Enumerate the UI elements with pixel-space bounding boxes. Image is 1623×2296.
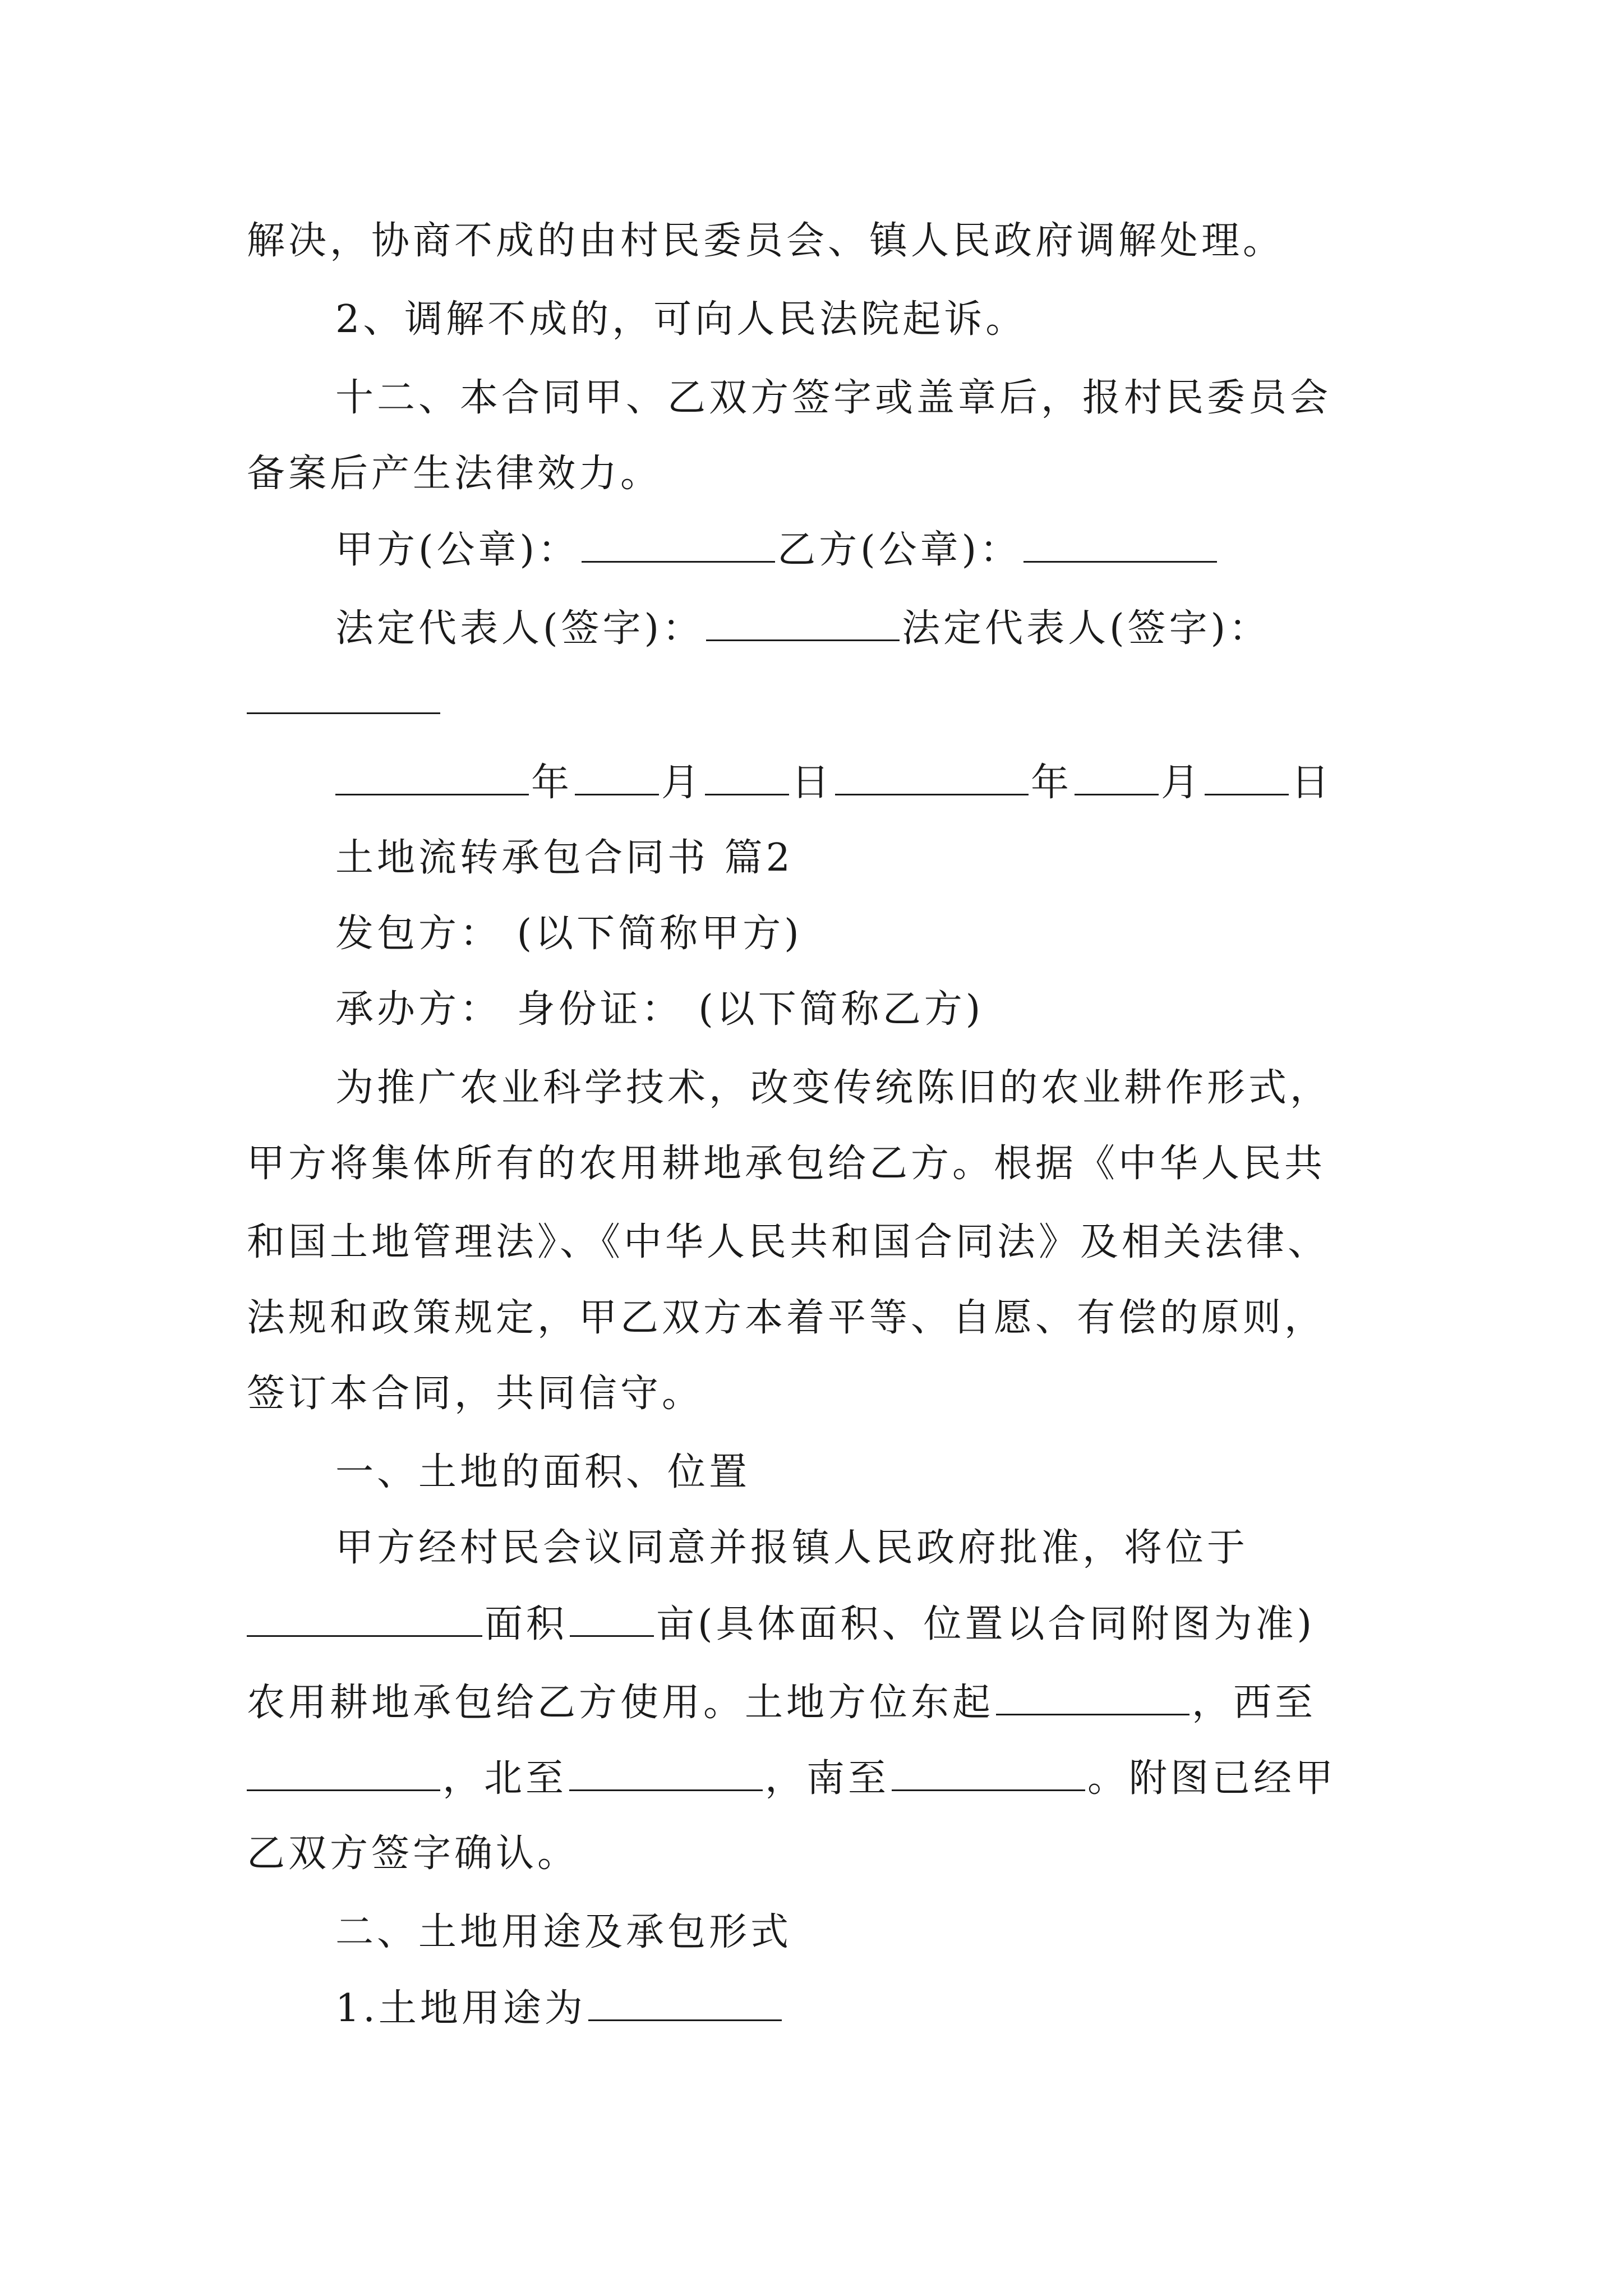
north-label: ，北至 [442,1756,568,1801]
title-text: 土地流转承包合同书 篇2 [335,836,794,880]
party-a-rep-blank[interactable] [706,600,900,641]
text-line [247,1290,1391,1346]
date-line [335,754,1479,811]
section-heading [335,1444,1479,1501]
line-text: 为推广农业科学技术，改变传统陈旧的农业耕作形式， [335,1066,1332,1110]
text-line [335,1060,1479,1116]
party-b-seal-blank[interactable] [1023,522,1217,563]
south-boundary-blank[interactable] [892,1750,1085,1791]
month-label: 月 [1161,761,1203,805]
line-text: 乙双方签字确认。 [247,1832,579,1876]
party-a-day-blank[interactable] [705,754,789,795]
line-text: 农用耕地承包给乙方使用。土地方位东起 [247,1681,994,1725]
line-text: 备案后产生法律效力。 [247,452,662,496]
line-text: 法规和政策规定，甲乙双方本着平等、自愿、有偿的原则， [247,1296,1326,1340]
year-label: 年 [531,761,573,805]
text-line [335,906,1479,962]
location-blank[interactable] [247,1596,482,1637]
text-line [247,1674,1391,1731]
area-blank[interactable] [570,1596,654,1637]
party-b-rep-label: 法定代表人(签字)： [902,606,1271,651]
land-use-label: 1.土地用途为 [335,1986,586,2031]
text-line [335,982,1479,1038]
party-a-seal-blank[interactable] [582,522,775,563]
text-line [335,292,1479,348]
text-line [335,1980,1479,2037]
line-text: 签订本合同，共同信守。 [247,1372,704,1416]
day-label: 日 [791,761,833,805]
text-line [247,1826,1391,1882]
party-b-day-blank[interactable] [1205,754,1289,795]
text-line [247,213,1391,269]
text-line [247,1596,1391,1653]
line-text: 和国土地管理法》、《中华人民共和国合同法》及相关法律、 [247,1220,1330,1264]
party-a-month-blank[interactable] [575,754,659,795]
line-text: 发包方： (以下简称甲方) [335,912,803,956]
party-b-year-blank[interactable] [835,754,1029,795]
party-b-rep-blank[interactable] [247,673,440,714]
area-unit-text: 亩(具体面积、位置以合同附图为准) [656,1602,1316,1646]
party-b-seal-label: 乙方(公章)： [777,528,1022,572]
text-line [247,1366,1391,1422]
party-b-month-blank[interactable] [1075,754,1159,795]
heading-text: 二、土地用途及承包形式 [335,1910,792,1954]
land-use-blank[interactable] [588,1980,782,2021]
line-text: 十二、本合同甲、乙双方签字或盖章后，报村民委员会 [335,376,1332,420]
east-boundary-blank[interactable] [996,1674,1189,1715]
west-label: ，西至 [1192,1681,1317,1725]
text-line [247,446,1391,502]
text-line [335,370,1479,426]
signature-overflow-line [247,673,1391,730]
line-text: 。附图已经甲 [1087,1756,1337,1801]
month-label: 月 [661,761,703,805]
party-a-year-blank[interactable] [335,754,529,795]
south-label: ，南至 [765,1756,890,1801]
text-line [247,1214,1391,1271]
section-heading [335,1904,1479,1961]
section-title [335,830,1479,886]
text-line [335,1520,1479,1576]
text-line [247,1136,1391,1192]
signature-line-representative [335,600,1479,657]
line-text: 2、调解不成的，可向人民法院起诉。 [335,297,1027,342]
party-a-rep-label: 法定代表人(签字)： [335,606,704,651]
line-text: 解决，协商不成的由村民委员会、镇人民政府调解处理。 [247,219,1285,263]
north-boundary-blank[interactable] [569,1750,763,1791]
area-label: 面积 [485,1602,568,1646]
line-text: 甲方经村民会议同意并报镇人民政府批准，将位于 [335,1526,1249,1570]
party-a-seal-label: 甲方(公章)： [335,528,580,572]
line-text: 甲方将集体所有的农用耕地承包给乙方。根据《中华人民共 [247,1142,1326,1186]
heading-text: 一、土地的面积、位置 [335,1450,751,1494]
text-line [247,1750,1391,1807]
signature-line-seal [335,522,1479,578]
year-label: 年 [1031,761,1073,805]
west-boundary-blank[interactable] [247,1750,440,1791]
day-label: 日 [1291,761,1333,805]
line-text: 承办方： 身份证： (以下简称乙方) [335,987,984,1032]
